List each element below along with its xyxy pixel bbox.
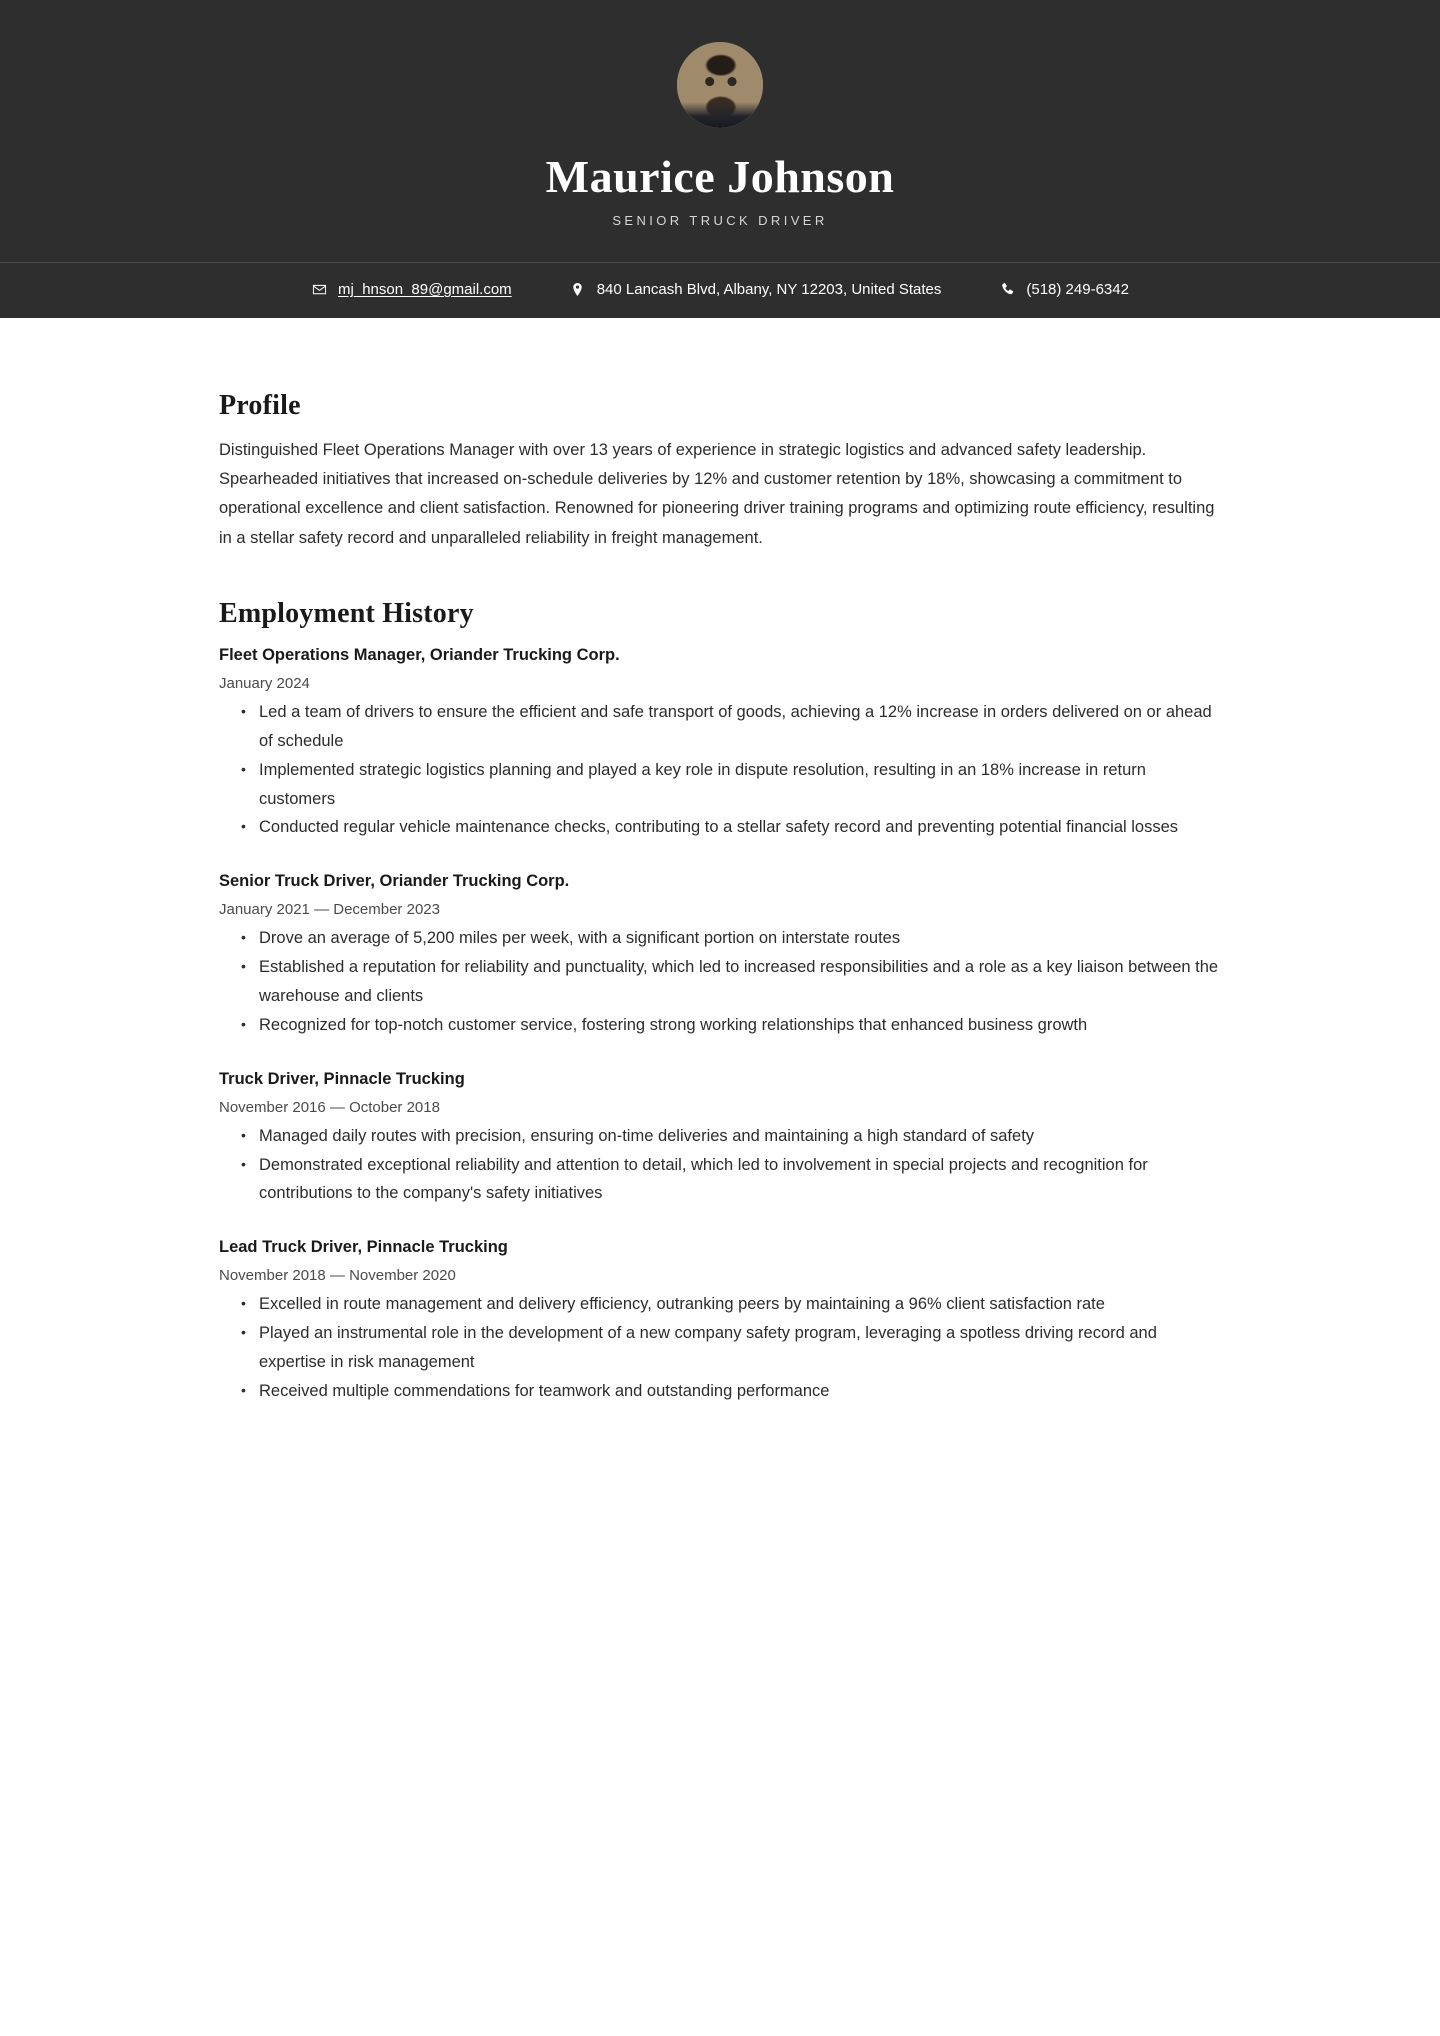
job-dates: November 2016 — October 2018 [219, 1098, 440, 1116]
contact-address [570, 282, 942, 298]
avatar [677, 42, 763, 128]
job-bullet-list [219, 698, 1221, 842]
job-entry [219, 644, 1221, 842]
job-bullet-list [219, 924, 1221, 1040]
job-bullet: • Received multiple commendations for teamwork and outstanding performance [219, 1377, 1221, 1406]
job-entry [219, 870, 1221, 1039]
contact-email[interactable] [311, 282, 512, 298]
envelope-icon [311, 282, 327, 298]
job-bullet: • Implemented strategic logistics planning and played a key role in dispute resolution, resulting in an 18% increase in return customers [219, 756, 1221, 814]
contact-phone [999, 282, 1129, 298]
contact-phone-text: (518) 249-6342 [1026, 281, 1129, 299]
map-pin-icon [570, 282, 586, 298]
job-list [219, 644, 1221, 1406]
job-entry [219, 1068, 1221, 1209]
job-bullet: • Excelled in route management and delivery efficiency, outranking peers by maintaining a 96% client satisfaction rate [219, 1290, 1221, 1319]
contact-address-text: 840 Lancash Blvd, Albany, NY 12203, United States [596, 281, 942, 299]
job-dates: January 2021 — December 2023 [219, 901, 440, 919]
job-bullet: • Conducted regular vehicle maintenance checks, contributing to a stellar safety record and preventing potential financial losses [219, 813, 1221, 842]
job-bullet: • Led a team of drivers to ensure the efficient and safe transport of goods, achieving a 12% increase in orders delivered on or ahead of schedule [219, 698, 1221, 756]
page-title: Maurice Johnson [545, 151, 895, 202]
job-title: Fleet Operations Manager, Oriander Trucking Corp. [219, 646, 620, 665]
job-bullet-list [219, 1122, 1221, 1209]
job-title: Lead Truck Driver, Pinnacle Trucking [219, 1238, 508, 1257]
job-bullet: • Managed daily routes with precision, ensuring on-time deliveries and maintaining a high standard of safety [219, 1122, 1221, 1151]
resume-body [0, 318, 1440, 1472]
job-bullet: • Played an instrumental role in the development of a new company safety program, leveraging a spotless driving record and expertise in risk management [219, 1319, 1221, 1377]
section-title-employment: Employment History [219, 598, 474, 630]
section-title-profile: Profile [219, 389, 301, 421]
job-title: Senior Truck Driver, Oriander Trucking Corp. [219, 872, 570, 891]
contact-bar [0, 262, 1440, 318]
job-dates: November 2018 — November 2020 [219, 1267, 456, 1285]
phone-icon [999, 282, 1015, 298]
job-bullet: • Established a reputation for reliability and punctuality, which led to increased responsibilities and a role as a key liaison between the warehouse and clients [219, 953, 1221, 1011]
section-employment-history [219, 598, 1221, 1406]
job-bullet: • Demonstrated exceptional reliability and attention to detail, which led to involvement in special projects and recognition for contributions to the company's safety initiatives [219, 1151, 1221, 1209]
job-entry [219, 1236, 1221, 1405]
job-bullet: • Drove an average of 5,200 miles per week, with a significant portion on interstate routes [219, 924, 1221, 953]
profile-summary-text: Distinguished Fleet Operations Manager with over 13 years of experience in strategic logistics and advanced safety leadership. Spearheaded initiatives that increased on-schedule deliveries by 12% and customer retention by 18%, showcasing a commitment to operational excellence and client satisfaction. Renowned for pioneering driver training programs and optimizing route efficiency, resulting in a stellar safety record and unparalleled reliability in freight management. [219, 440, 1215, 547]
job-dates: January 2024 [219, 674, 310, 692]
header-subtitle: SENIOR TRUCK DRIVER [612, 212, 828, 228]
contact-email-text[interactable]: mj_hnson_89@gmail.com [338, 281, 512, 299]
job-bullet-list [219, 1290, 1221, 1406]
resume-header [0, 0, 1440, 262]
section-profile [219, 390, 1221, 553]
avatar-photo [677, 42, 763, 128]
job-title: Truck Driver, Pinnacle Trucking [219, 1069, 465, 1088]
job-bullet: • Recognized for top-notch customer service, fostering strong working relationships that enhanced business growth [219, 1011, 1221, 1040]
